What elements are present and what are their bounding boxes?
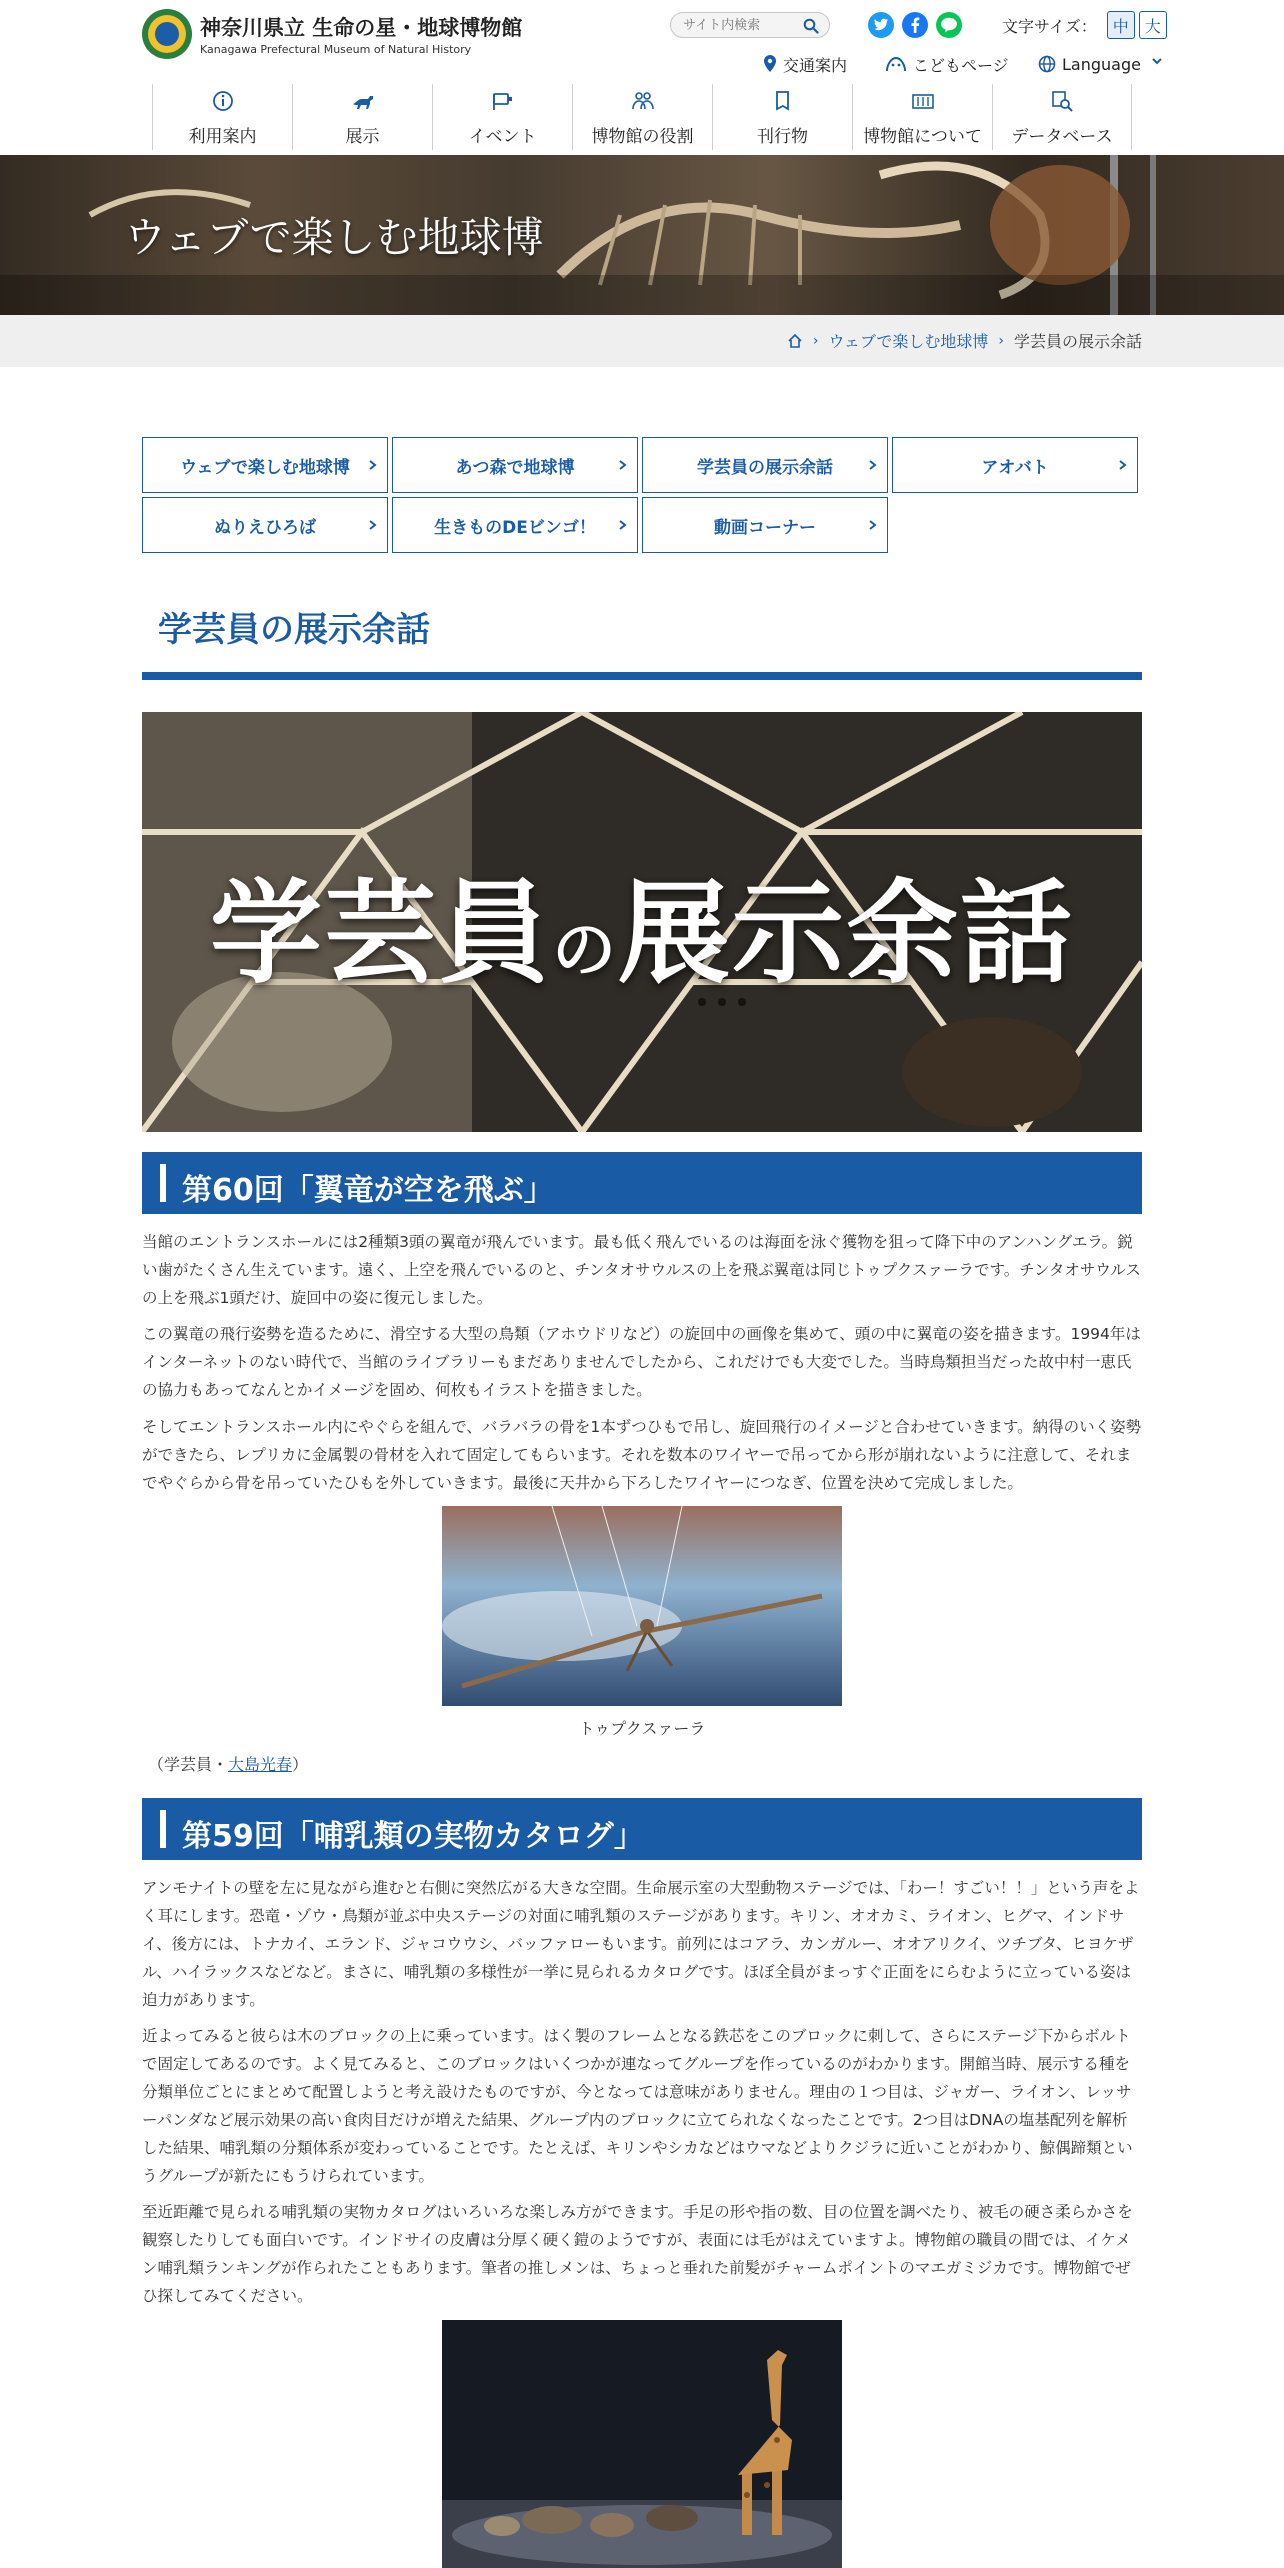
article-paragraph: この翼竜の飛行姿勢を造るために、滑空する大型の鳥類（アホウドリなど）の旋回中の画像を集めて、頭の中に翼竜の姿を描きます。1994年はインターネットのない時代で、当館のライブラリーもまだありませんでしたから、これだけでも大変でした。当時鳥類担当だった故中村一恵氏の協力もあってなんとかイメージを固め、何枚もイラストを描きました。: [142, 1325, 1141, 1399]
line-icon[interactable]: [936, 12, 962, 38]
access-link-label: 交通案内: [783, 55, 848, 75]
chevron-right-icon: [867, 456, 879, 474]
article-credit: [148, 1752, 308, 1775]
dinosaur-icon: [350, 88, 376, 114]
credit-prefix: （学芸員・: [148, 1755, 229, 1774]
twitter-icon[interactable]: [868, 12, 894, 38]
globe-icon: [1038, 55, 1056, 73]
subnav-label: あつ森で地球博: [455, 457, 575, 478]
curator-stories-banner: [142, 712, 1142, 1132]
mammal-stage-photo: [442, 2320, 842, 2568]
gnav-guide-label: 利用案内: [188, 127, 257, 147]
subnav-label: 学芸員の展示余話: [697, 457, 833, 478]
chevron-right-icon: [617, 516, 629, 534]
event-flag-icon: [490, 88, 516, 114]
article-paragraph: 近よってみると彼らは木のブロックの上に乗っています。はく製のフレームとなる鉄芯をこのブロックに刺して、さらにステージ下からボルトで固定してあるのです。よく見てみると、このブロックはいくつかが連なってグループを作っているのがわかります。開館当時、展示する種を分類単位ごとにまとめて配置しようと考え設けたものですが、今となっては意味がありません。理由の１つ目は、ジャガー、ライオン、レッサーパンダなど展示効果の高い食肉目だけが増えた結果、グループ内のブロックに立てられなくなったことです。2つ目はDNAの塩基配列を解析した結果、哺乳類の分類体系が変わっていることです。たとえば、キリンやシカなどはウマなどよりクジラに近いことがわかり、鯨偶蹄類というグループが新たにもうけられています。: [142, 2027, 1133, 2185]
site-logo[interactable]: [142, 8, 523, 60]
article-paragraph: アンモナイトの壁を左に見ながら進むと右側に突然広がる大きな空間。生命展示室の大型動物ステージでは、「わー！すごい！！」という声をよく耳にします。恐竜・ゾウ・鳥類が並ぶ中央ステージの対面に哺乳類のステージがあります。キリン、オオカミ、ライオン、ヒグマ、インドサイ、後方には、トナカイ、エランド、ジャコウウシ、バッファローもいます。前列にはコアラ、カンガルー、オオアリクイ、ツチブタ、ヒヨケザル、ハイラックスなどなど。まさに、哺乳類の多様性が一挙に見られるカタログです。ほぼ全員がまっすぐ正面をにらむように立っている姿は迫力があります。: [142, 1879, 1140, 2009]
gnav-database[interactable]: [992, 84, 1132, 150]
gnav-about-label: 博物館について: [863, 127, 982, 147]
article-paragraph: 至近距離で見られる哺乳類の実物カタログはいろいろな楽しみ方ができます。手足の形や指の数、目の位置を調べたり、被毛の硬さ柔らかさを観察したりしても面白いです。インドサイの皮膚は分厚く硬く鎧のようですが、表面には毛がはえていますよ。博物館の職員の間では、イケメン哺乳類ランキングが作られたこともあります。筆者の推しメンは、ちょっと垂れた前髪がチャームポイントのマエガミジカです。博物館でぜひ探してみてください。: [142, 2203, 1133, 2305]
article-heading-text: 第60回「翼竜が空を飛ぶ」: [182, 1173, 554, 1208]
subnav-coloring[interactable]: [142, 497, 388, 553]
banner-title-part: 学芸員: [210, 869, 552, 999]
title-underline: [142, 672, 1142, 680]
chevron-right-icon: [867, 516, 879, 534]
article-heading-text: 第59回「哺乳類の実物カタログ」: [182, 1819, 644, 1854]
book-icon: [770, 88, 796, 114]
banner-title: [142, 844, 1142, 1005]
photo-caption: トゥプクスァーラ: [578, 1719, 706, 1738]
subnav-label: アオバト: [981, 457, 1049, 478]
language-selector[interactable]: [1038, 52, 1169, 76]
kids-page-label: こどもページ: [913, 55, 1009, 75]
access-link[interactable]: [763, 52, 847, 76]
article-paragraph: そしてエントランスホール内にやぐらを組んで、バラバラの骨を1本ずつひもで吊し、旋回飛行のイメージと合わせていきます。納得のいく姿勢ができたら、レプリカに金属製の骨材を入れて固定してもらいます。それを数本のワイヤーで吊ってから形が崩れないように注意して、それまでやぐらから骨を吊っていたひもを外していきます。最後に天井から下ろしたワイヤーにつなぎ、位置を決めて完成しました。: [142, 1418, 1142, 1492]
gnav-publications[interactable]: [712, 84, 852, 150]
people-icon: [630, 88, 656, 114]
gnav-about[interactable]: [852, 84, 992, 150]
subnav-label: ぬりえひろば: [214, 517, 316, 538]
subnav-curator-stories[interactable]: [642, 437, 888, 493]
pterosaur-photo: [442, 1506, 842, 1706]
site-header: [0, 0, 1284, 155]
hero-banner: [0, 155, 1284, 315]
global-navigation: [152, 84, 1132, 150]
subnav-bingo[interactable]: [392, 497, 638, 553]
font-size-label: 文字サイズ：: [1002, 16, 1097, 36]
subnav-atsumori[interactable]: [392, 437, 638, 493]
chevron-right-icon: [367, 516, 379, 534]
gnav-guide[interactable]: [152, 84, 292, 150]
banner-title-part: 展示余話: [618, 869, 1074, 999]
subnav-label: ウェブで楽しむ地球博: [180, 457, 350, 478]
credit-suffix: ）: [292, 1755, 309, 1774]
chevron-down-icon: [1151, 56, 1163, 66]
database-search-icon: [1049, 88, 1075, 114]
breadcrumb-current: 学芸員の展示余話: [1013, 332, 1142, 351]
banner-title-part: の: [552, 914, 618, 988]
page-title: 学芸員の展示余話: [158, 610, 430, 650]
gnav-publications-label: 刊行物: [757, 127, 808, 147]
subnav-web-museum[interactable]: [142, 437, 388, 493]
chevron-right-icon: [1117, 456, 1129, 474]
hero-title: ウェブで楽しむ地球博: [124, 213, 544, 262]
search-input[interactable]: [681, 16, 796, 34]
article-heading: [142, 1152, 1142, 1214]
facebook-icon[interactable]: [902, 12, 928, 38]
article-paragraph: 当館のエントランスホールには2種類3頭の翼竜が飛んでいます。最も低く飛んでいるのは海面を泳ぐ獲物を狙って降下中のアンハングエラ。鋭い歯がたくさん生えています。遠く、上空を飛んでいるのと、チンタオサウルスの上を飛ぶ翼竜は同じトゥプクスァーラです。チンタオサウルスの上を飛ぶ1頭だけ、旋回中の姿に復元しました。: [142, 1233, 1141, 1307]
subnav-label: 生きものDEビンゴ！: [434, 517, 596, 538]
gnav-exhibits[interactable]: [292, 84, 432, 150]
museum-logo-mark: [142, 9, 192, 59]
kids-icon: [885, 55, 907, 73]
info-icon: [210, 88, 236, 114]
gnav-exhibits-label: 展示: [345, 127, 380, 147]
logo-japanese-name: 神奈川県立 生命の星・地球博物館: [200, 16, 523, 40]
subnav-label: 動画コーナー: [714, 517, 816, 538]
breadcrumb-separator: ›: [812, 332, 819, 349]
search-icon[interactable]: [803, 18, 819, 34]
font-size-switcher: [1002, 11, 1167, 39]
chevron-right-icon: [617, 456, 629, 474]
kids-page-link[interactable]: [885, 52, 1009, 76]
gnav-events[interactable]: [432, 84, 572, 150]
gnav-roles-label: 博物館の役割: [591, 127, 694, 147]
map-pin-icon: [763, 55, 777, 73]
logo-english-name: Kanagawa Prefectural Museum of Natural History: [200, 43, 472, 56]
font-size-large-button[interactable]: 大: [1139, 11, 1167, 39]
chevron-right-icon: [367, 456, 379, 474]
museum-building-icon: [910, 88, 936, 114]
font-size-medium-button[interactable]: 中: [1107, 11, 1135, 39]
subnav-video[interactable]: [642, 497, 888, 553]
breadcrumb-link-web[interactable]: ウェブで楽しむ地球博: [828, 332, 989, 351]
breadcrumb: [0, 315, 1284, 367]
subnav-aobato[interactable]: [892, 437, 1138, 493]
gnav-events-label: イベント: [468, 127, 537, 147]
breadcrumb-separator: ›: [998, 332, 1004, 349]
site-search: [670, 12, 830, 38]
article-heading: [142, 1798, 1142, 1860]
home-icon[interactable]: [787, 333, 803, 349]
gnav-roles[interactable]: [572, 84, 712, 150]
language-label: Language: [1062, 54, 1141, 74]
gnav-database-label: データベース: [1011, 127, 1113, 147]
curator-link[interactable]: 大島光春: [228, 1755, 293, 1774]
